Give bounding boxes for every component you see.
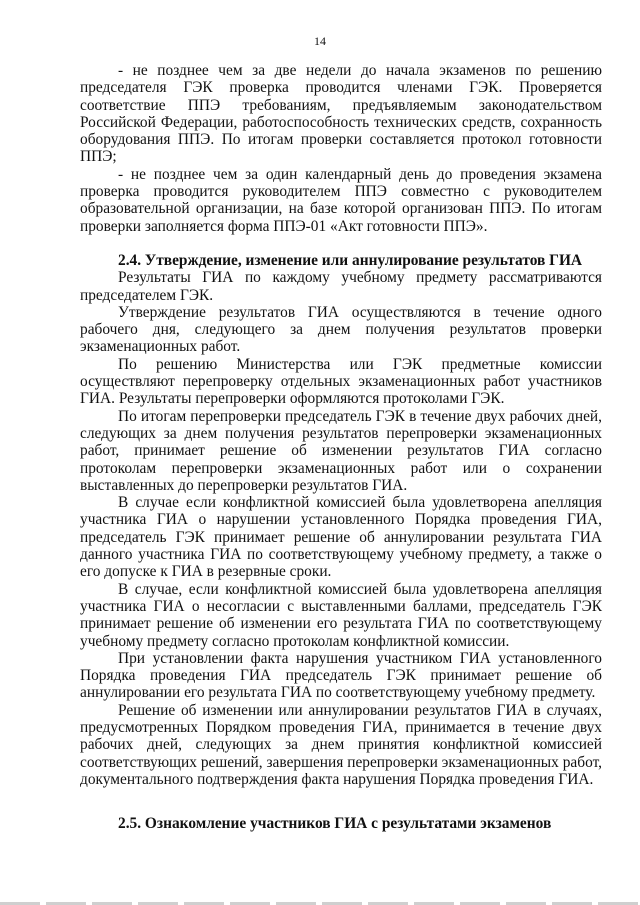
paragraph-results-approval: Утверждение результатов ГИА осуществляются в течение одного рабочего дня, следующего за днем получения результатов проверки экзаменационных работ.	[80, 303, 602, 356]
paragraph-ppe-check-two-weeks: - не позднее чем за две недели до начала экзаменов по решению председателя ГЭК проверка проводится членами ГЭК. Проверяется соответствие ППЭ требованиям, предъявляемым законодательством Российской Федерации, работоспособность технических средств, сохранность оборудования ППЭ. По итогам проверки составляется протокол готовности ППЭ;	[80, 62, 602, 166]
section-heading-2-4: 2.4. Утверждение, изменение или аннулирование результатов ГИА	[118, 251, 583, 269]
paragraph-appeal-scores: В случае, если конфликтной комиссией была удовлетворена апелляция участника ГИА о несогласии с выставленными баллами, председатель ГЭК принимает решение об изменении его результата ГИА по соответствующему учебному предмету согласно протоколам конфликтной комиссии.	[80, 580, 602, 650]
section-heading-2-5: 2.5. Ознакомление участников ГИА с результатами экзаменов	[118, 815, 552, 833]
paragraph-recheck-decision: По решению Министерства или ГЭК предметные комиссии осуществляют перепроверку отдельных экзаменационных работ участников ГИА. Результаты перепроверки оформляются протоколами ГЭК.	[80, 355, 602, 408]
paragraph-results-reviewed: Результаты ГИА по каждому учебному предмету рассматриваются председателем ГЭК.	[80, 269, 602, 304]
page-number: 14	[314, 34, 326, 48]
paragraph-recheck-results: По итогам перепроверки председатель ГЭК в течение двух рабочих дней, следующих за днем получения результатов перепроверки экзаменационных работ, принимает решение об изменении результатов ГИА согласно протоколам перепроверки экзаменационных работ или о сохранении выставленных до перепроверки результатов ГИА.	[80, 407, 602, 494]
paragraph-violation-annulment: При установлении факта нарушения участником ГИА установленного Порядка проведения ГИА председатель ГЭК принимает решение об аннулировании его результата ГИА по соответствующему учебному предмету.	[80, 649, 602, 702]
page-content	[80, 62, 602, 832]
paragraph-appeal-violation: В случае если конфликтной комиссией была удовлетворена апелляция участника ГИА о нарушении установленного Порядка проведения ГИА, председатель ГЭК принимает решение об аннулировании результата ГИА данного участника ГИА по соответствующему учебному предмету, а также о его допуске к ГИА в резервные сроки.	[80, 494, 602, 581]
paragraph-ppe-check-one-day: - не позднее чем за один календарный день до проведения экзамена проверка проводится руководителем ППЭ совместно с руководителем образовательной организации, на базе которой организован ППЭ. По итогам проверки заполняется форма ППЭ-01 «Акт готовности ППЭ».	[80, 165, 602, 235]
paragraph-decision-deadline: Решение об изменении или аннулировании результатов ГИА в случаях, предусмотренных Порядком проведения ГИА, принимается в течение двух рабочих дней, следующих за днем принятия конфликтной комиссией соответствующих решений, завершения перепроверки экзаменационных работ, документального подтверждения факта нарушения Порядка проведения ГИА.	[80, 701, 602, 788]
